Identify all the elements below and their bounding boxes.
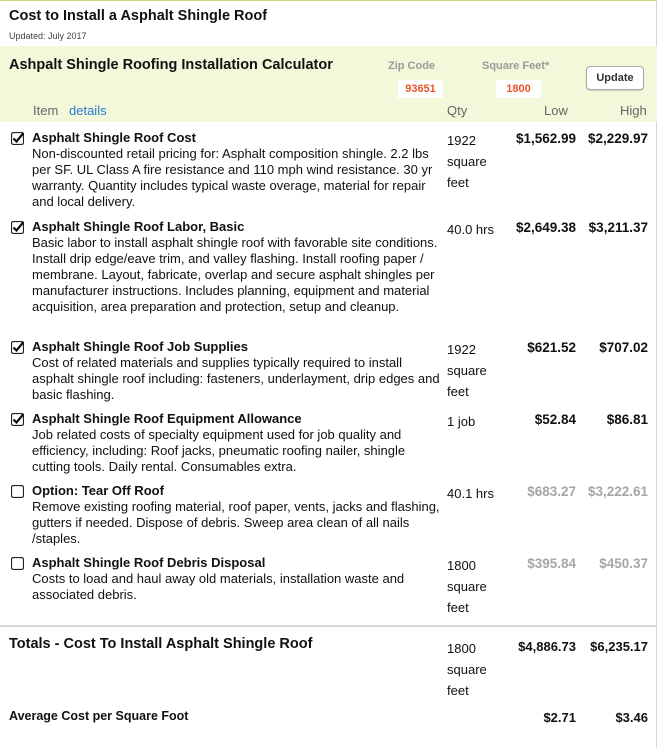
page-title: Cost to Install a Asphalt Shingle Roof [9,8,268,24]
totals-high-price: $6,235.17 [590,639,648,654]
item-title: Asphalt Shingle Roof Cost [32,130,196,145]
average-low-price: $2.71 [543,710,576,725]
item-high-price: $86.81 [606,412,648,427]
item-qty: 1922 square feet [447,133,487,190]
item-high-price: $3,222.61 [587,484,648,499]
item-description: Non-discounted retail pricing for: Asphalt composition shingle. 2.2 lbs per SF. UL Class A fire resistance and 110 mph wind resistance. 30 yr warranty. Quantity includes typical waste overage, material for repair and local delivery. [32,146,433,209]
item-title: Asphalt Shingle Roof Labor, Basic [32,219,245,234]
item-low-price: $52.84 [534,412,576,427]
item-qty: 1 job [447,414,476,429]
square-feet-label: Square Feet* [482,60,550,72]
item-description: Basic labor to install asphalt shingle roof with favorable site conditions. Install drip edge/eave trim, and valley flashing. Install roofing paper / membrane. Layout, fabricate, overlap and secure asphalt shingles per manufacturer instructions. Includes planning, equipment and material acquisition, area preparation and protection, setup and cleanup. [32,235,438,314]
item-low-price: $2,649.38 [515,220,576,235]
zip-code-label: Zip Code [388,60,436,72]
item-title: Option: Tear Off Roof [32,483,164,498]
item-title: Asphalt Shingle Roof Equipment Allowance [32,411,302,426]
update-button[interactable]: Update [586,66,644,90]
item-high-price: $3,211.37 [588,220,648,235]
totals-divider [0,625,657,627]
item-qty: 40.1 hrs [447,486,494,501]
totals-low-price: $4,886.73 [518,639,576,654]
checkbox-checked[interactable] [11,413,24,426]
item-low-price: $621.52 [527,340,576,355]
column-header-low: Low [544,103,568,118]
item-low-price: $683.27 [527,484,576,499]
item-high-price: $450.37 [599,556,648,571]
item-low-price: $1,562.99 [515,131,576,146]
checkbox-checked[interactable] [11,341,24,354]
checkbox-checked[interactable] [11,132,24,145]
item-title: Asphalt Shingle Roof Job Supplies [32,339,248,354]
average-high-price: $3.46 [615,710,648,725]
column-header-qty: Qty [447,103,468,118]
column-header-item: Item [33,103,59,118]
item-qty: 1800 square feet [447,558,487,615]
item-title: Asphalt Shingle Roof Debris Disposal [32,555,266,570]
item-description: Costs to load and haul away old materials, installation waste and associated debris. [32,571,405,602]
totals-title: Totals - Cost To Install Asphalt Shingle Roof [9,636,313,652]
item-high-price: $2,229.97 [587,131,648,146]
average-cost-title: Average Cost per Square Foot [9,709,189,723]
checkbox-checked[interactable] [11,221,24,234]
item-qty: 40.0 hrs [447,222,494,237]
zip-code-input[interactable]: 93651 [398,80,443,98]
calculator-panel [0,46,657,122]
checkbox-unchecked[interactable] [11,485,24,498]
item-description: Cost of related materials and supplies typically required to install asphalt shingle roof including: fasteners, underlayment, drip edges and basic flashing. [32,355,440,402]
item-description: Job related costs of specialty equipment used for job quality and efficiency, including: Roof jacks, pneumatic roofing nailer, shingle cutting tools. Daily rental. Consumables extra. [32,427,406,474]
totals-qty: 1800 square feet [447,641,487,698]
checkbox-unchecked[interactable] [11,557,24,570]
item-low-price: $395.84 [527,556,576,571]
square-feet-input[interactable]: 1800 [496,80,541,98]
item-qty: 1922 square feet [447,342,487,399]
item-description: Remove existing roofing material, roof paper, vents, jacks and flashing, gutters if needed. Dispose of debris. Sweep area clean of all nails /staples. [32,499,440,546]
column-header-high: High [620,103,647,118]
updated-date: Updated: July 2017 [9,31,87,41]
details-link[interactable]: details [69,103,107,118]
calculator-title: Ashpalt Shingle Roofing Installation Calculator [9,57,333,73]
item-high-price: $707.02 [599,340,648,355]
